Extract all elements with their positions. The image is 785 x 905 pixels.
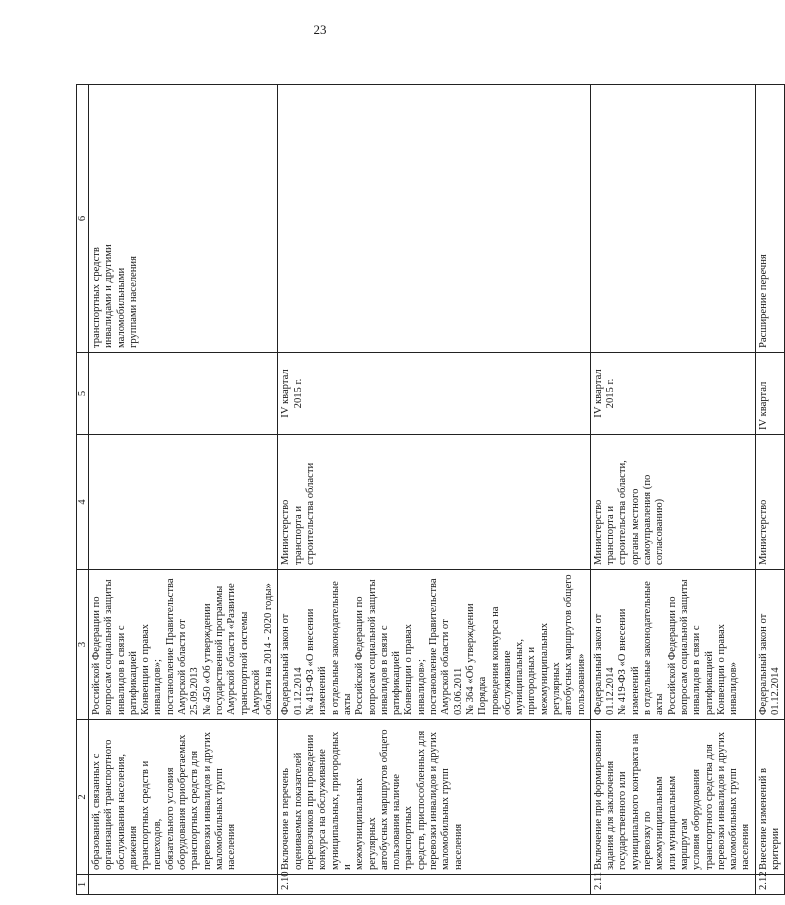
- result-cell: [590, 85, 755, 353]
- executor-cell: Министерство транспорта и строительства области, органы местного самоуправления (по согласованию): [590, 435, 755, 570]
- basis-cell: Федеральный закон от 01.12.2014 № 419-ФЗ «О внесении изменений в отдельные законодательные акты Российской Федерации по вопросам социальной защиты инвалидов в связи с ратификацией Конвенции о правах инвалидов»; постановление Правительства Амурской области от 03.06.2011 № 364 «Об утверждении Порядка проведения конкурса на обслуживание муниципальных, пригородных и межмуниципальных регулярных автобусных маршрутов общего пользования»: [278, 570, 590, 720]
- row-number-cell: [89, 875, 278, 895]
- header-cell: 2: [77, 720, 89, 875]
- row-number-cell: 2.12: [755, 875, 785, 895]
- page-number: 23: [313, 22, 327, 37]
- row-number-cell: 2.11: [590, 875, 755, 895]
- header-cell: 5: [77, 353, 89, 435]
- result-cell: [278, 85, 590, 353]
- executor-cell: [89, 435, 278, 570]
- basis-cell: Федеральный закон от 01.12.2014: [755, 570, 785, 720]
- measure-cell: образований, связанных с организацией транспортного обслуживания населения, движения транспортных средств и пешеходов, обязательного условия оборудования приобретаемых транспортных средств для перевозки инвалидов и других маломобильных групп населения: [89, 720, 278, 875]
- deadline-cell: IV квартал 2015 г.: [590, 353, 755, 435]
- measure-cell: Включение при формировании задания для заключения государственного или муниципального контракта на перевозку по межмуниципальным или муниципальным маршрутам условия оборудования транспортного средства для перевозки инвалидов и других маломобильных групп населения: [590, 720, 755, 875]
- table-row: [278, 85, 590, 895]
- row-number-cell: 2.10: [278, 875, 590, 895]
- header-cell: 1: [77, 875, 89, 895]
- executor-cell: Министерство: [755, 435, 785, 570]
- deadline-cell: IV квартал 2015 г.: [278, 353, 590, 435]
- header-cell: 6: [77, 85, 89, 353]
- landscape-sheet: [76, 85, 782, 895]
- basis-cell: Российской Федерации по вопросам социальной защиты инвалидов в связи с ратификацией Конвенции о правах инвалидов»; постановление Правительства Амурской области от 25.09.2013 № 450 «Об утверждении государственной программы Амурской области «Развитие транспортной системы Амурской области на 2014 - 2020 годы»: [89, 570, 278, 720]
- result-cell: Расширение перечня: [755, 85, 785, 353]
- table-row: [89, 85, 278, 895]
- table-header-row: [77, 85, 89, 895]
- executor-cell: Министерство транспорта и строительства области: [278, 435, 590, 570]
- table-row: [590, 85, 755, 895]
- table-row: [755, 85, 785, 895]
- deadline-cell: IV квартал: [755, 353, 785, 435]
- rotated-table-area: [76, 85, 782, 895]
- deadline-cell: [89, 353, 278, 435]
- header-cell: 4: [77, 435, 89, 570]
- measure-cell: Включение в перечень оцениваемых показателей перевозчиков при проведении конкурса на обслуживание муниципальных, пригородных и межмуниципальных регулярных автобусных маршрутов общего пользования наличие транспортных средств, приспособленных для перевозки инвалидов и других маломобильных групп населения: [278, 720, 590, 875]
- measures-table: [76, 84, 785, 895]
- result-cell: транспортных средств инвалидами и другими маломобильными группами населения: [89, 85, 278, 353]
- measure-cell: Внесение изменений в критерии: [755, 720, 785, 875]
- basis-cell: Федеральный закон от 01.12.2014 № 419-ФЗ «О внесении изменений в отдельные законодательные акты Российской Федерации по вопросам социальной защиты инвалидов в связи с ратификацией Конвенции о правах инвалидов»: [590, 570, 755, 720]
- header-cell: 3: [77, 570, 89, 720]
